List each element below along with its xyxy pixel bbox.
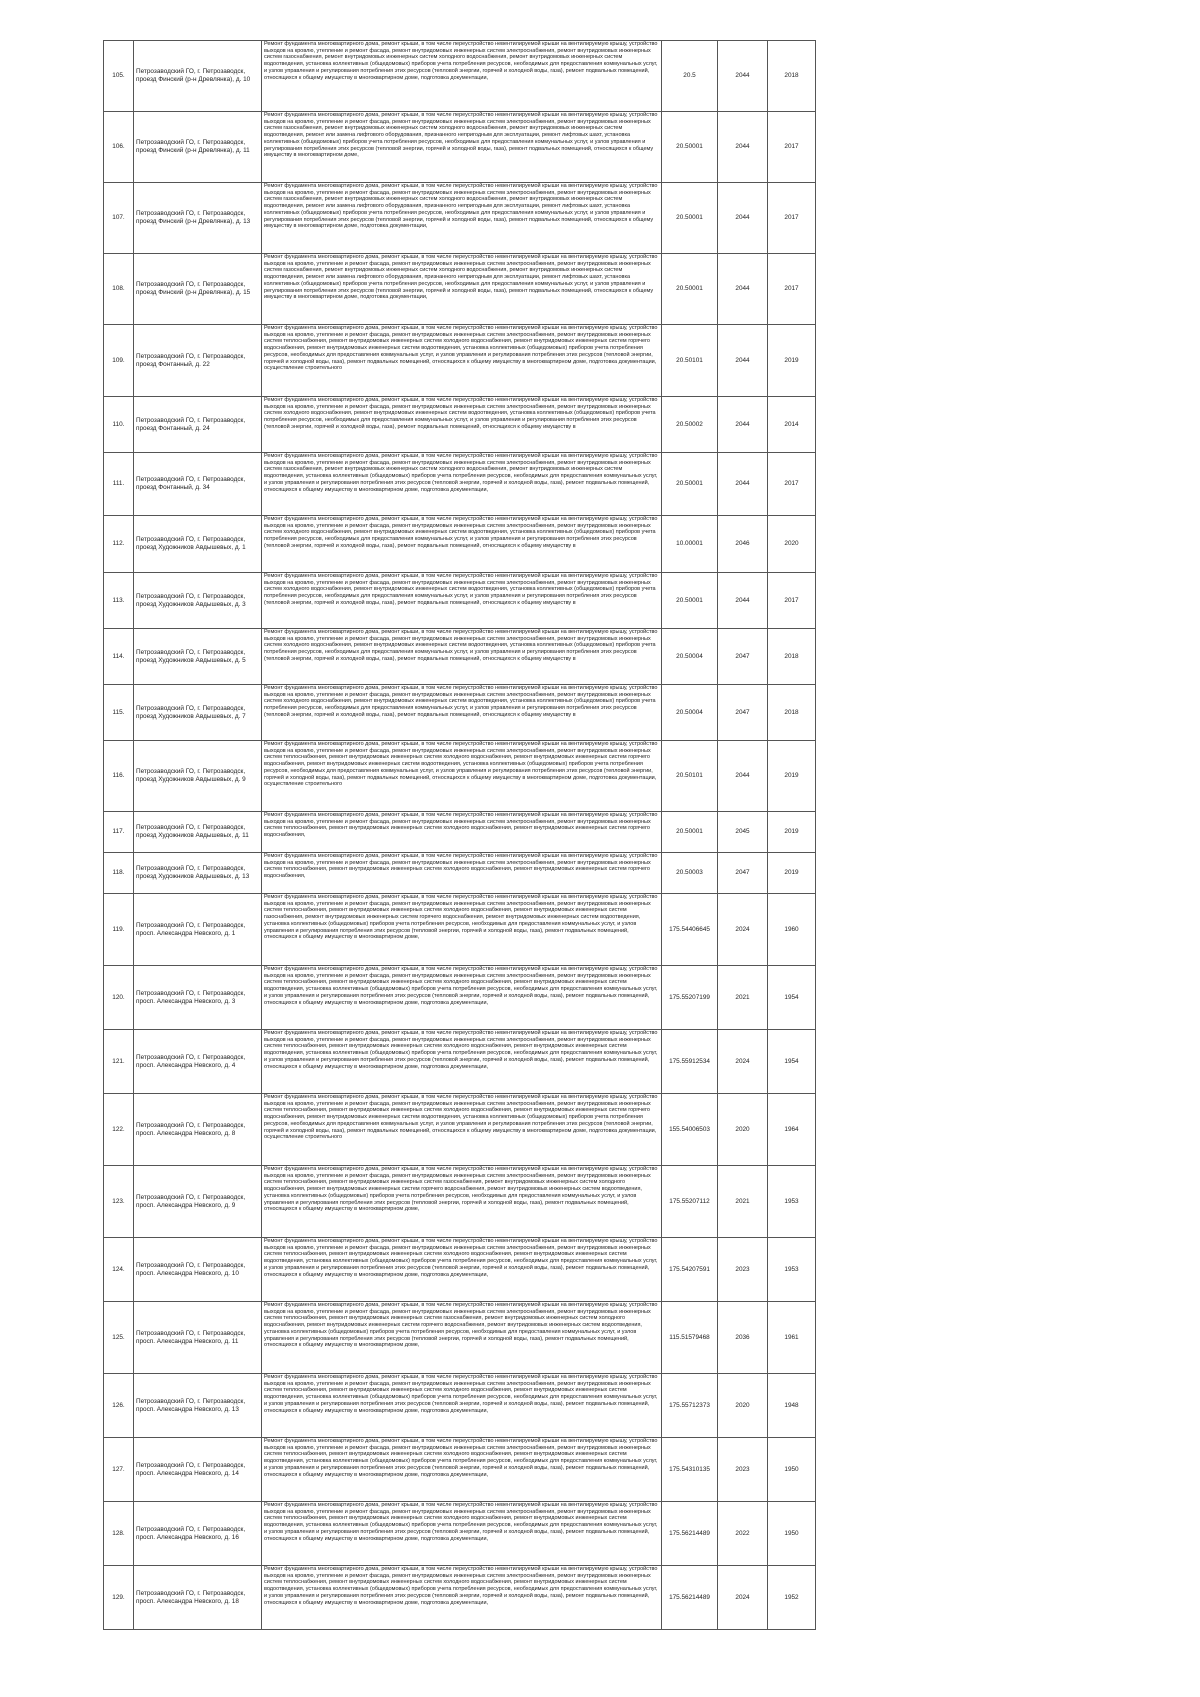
row-year-planned: 2021 [718, 1166, 768, 1238]
row-year-last: 1954 [768, 966, 816, 1030]
table-row [104, 1502, 816, 1566]
row-address: Петрозаводский ГО, г. Петрозаводск, просп. Александра Невского, д. 13 [134, 1374, 262, 1438]
works-text: Ремонт фундамента многоквартирного дома, ремонт крыши, в том числе переустройство невентилируемой крыши на вентилируемую крышу, устройство выходов на кровлю, утепление и ремонт фасада, ремонт внутридомовых инженерных систем электроснабжения, ремонт внутридомовых инженерных систем теплоснабжения, ремонт внутридомовых инженерных систем холодного водоснабжения, ремонт внутридомовых инженерных систем горячего водоснабжения, [264, 853, 658, 880]
row-year-last: 1953 [768, 1238, 816, 1302]
row-number: 129. [104, 1566, 134, 1630]
row-number: 114. [104, 629, 134, 685]
row-value: 175.56214489 [662, 1502, 718, 1566]
row-address: Петрозаводский ГО, г. Петрозаводск, проезд Художников Авдышевых, д. 5 [134, 629, 262, 685]
row-address: Петрозаводский ГО, г. Петрозаводск, проезд Финский (р-н Древлянка), д. 13 [134, 183, 262, 254]
table-row [104, 1374, 816, 1438]
row-value: 20.50002 [662, 397, 718, 453]
row-number: 107. [104, 183, 134, 254]
row-value: 20.50101 [662, 741, 718, 812]
row-address: Петрозаводский ГО, г. Петрозаводск, проезд Финский (р-н Древлянка), д. 15 [134, 254, 262, 325]
works-text: Ремонт фундамента многоквартирного дома, ремонт крыши, в том числе переустройство невентилируемой крыши на вентилируемую крышу, устройство выходов на кровлю, утепление и ремонт фасада, ремонт внутридомовых инженерных систем электроснабжения, ремонт внутридомовых инженерных систем теплоснабжения, ремонт внутридомовых инженерных систем холодного водоснабжения, ремонт внутридомовых инженерных систем газоснабжения, ремонт внутридомовых инженерных систем горячего водоснабжения, ремонт внутридомовых инженерных систем водоотведения, установка коллективных (общедомовых) приборов учета потребления ресурсов, необходимых для предоставления коммунальных услуг, и узлов управления и регулирования потребления этих ресурсов (тепловой энергии, горячей и холодной воды, газа), ремонт подвальных помещений, относящихся к общему имуществу в многоквартирном доме, [264, 894, 658, 941]
row-value: 155.54006503 [662, 1094, 718, 1166]
row-year-last: 2018 [768, 41, 816, 112]
row-year-last: 1961 [768, 1302, 816, 1374]
row-number: 116. [104, 741, 134, 812]
row-address: Петрозаводский ГО, г. Петрозаводск, проезд Фонтанный, д. 34 [134, 453, 262, 516]
row-value: 20.50001 [662, 254, 718, 325]
works-text: Ремонт фундамента многоквартирного дома, ремонт крыши, в том числе переустройство невентилируемой крыши на вентилируемую крышу, устройство выходов на кровлю, утепление и ремонт фасада, ремонт внутридомовых инженерных систем электроснабжения, ремонт внутридомовых инженерных систем теплоснабжения, ремонт внутридомовых инженерных систем холодного водоснабжения, ремонт внутридомовых инженерных систем водоотведения, установка коллективных (общедомовых) приборов учета потребления ресурсов, необходимых для предоставления коммунальных услуг, и узлов управления и регулирования потребления этих ресурсов (тепловой энергии, горячей и холодной воды, газа), ремонт подвальных помещений, относящихся к общему имуществу в многоквартирном доме, подготовка документации, [264, 1438, 658, 1478]
row-year-last: 2017 [768, 112, 816, 183]
row-value: 175.56214489 [662, 1566, 718, 1630]
row-address: Петрозаводский ГО, г. Петрозаводск, проезд Художников Авдышевых, д. 1 [134, 516, 262, 573]
row-year-last: 1964 [768, 1094, 816, 1166]
row-address: Петрозаводский ГО, г. Петрозаводск, проезд Художников Авдышевых, д. 11 [134, 812, 262, 853]
row-year-last: 2014 [768, 397, 816, 453]
row-year-last: 2017 [768, 573, 816, 629]
row-value: 20.50101 [662, 325, 718, 397]
row-year-last: 2017 [768, 183, 816, 254]
row-year-planned: 2044 [718, 325, 768, 397]
row-value: 175.55912534 [662, 1030, 718, 1094]
row-year-last: 1953 [768, 1166, 816, 1238]
works-text: Ремонт фундамента многоквартирного дома, ремонт крыши, в том числе переустройство невентилируемой крыши на вентилируемую крышу, устройство выходов на кровлю, утепление и ремонт фасада, ремонт внутридомовых инженерных систем электроснабжения, ремонт внутридомовых инженерных систем теплоснабжения, ремонт внутридомовых инженерных систем холодного водоснабжения, ремонт внутридомовых инженерных систем водоотведения, установка коллективных (общедомовых) приборов учета потребления ресурсов, необходимых для предоставления коммунальных услуг, и узлов управления и регулирования потребления этих ресурсов (тепловой энергии, горячей и холодной воды, газа), ремонт подвальных помещений, относящихся к общему имуществу в многоквартирном доме, подготовка документации, [264, 966, 658, 1006]
row-year-last: 2019 [768, 741, 816, 812]
row-works [262, 1302, 662, 1374]
row-year-planned: 2020 [718, 1374, 768, 1438]
row-value: 175.54406645 [662, 894, 718, 966]
works-text: Ремонт фундамента многоквартирного дома, ремонт крыши, в том числе переустройство невентилируемой крыши на вентилируемую крышу, устройство выходов на кровлю, утепление и ремонт фасада, ремонт внутридомовых инженерных систем электроснабжения, ремонт внутридомовых инженерных систем теплоснабжения, ремонт внутридомовых инженерных систем холодного водоснабжения, ремонт внутридомовых инженерных систем водоотведения, установка коллективных (общедомовых) приборов учета потребления ресурсов, необходимых для предоставления коммунальных услуг, и узлов управления и регулирования потребления этих ресурсов (тепловой энергии, горячей и холодной воды, газа), ремонт подвальных помещений, относящихся к общему имуществу в многоквартирном доме, подготовка документации, [264, 1030, 658, 1070]
row-works [262, 812, 662, 853]
row-year-planned: 2044 [718, 41, 768, 112]
row-works [262, 1566, 662, 1630]
row-number: 105. [104, 41, 134, 112]
row-address: Петрозаводский ГО, г. Петрозаводск, просп. Александра Невского, д. 18 [134, 1566, 262, 1630]
works-text: Ремонт фундамента многоквартирного дома, ремонт крыши, в том числе переустройство невентилируемой крыши на вентилируемую крышу, устройство выходов на кровлю, утепление и ремонт фасада, ремонт внутридомовых инженерных систем электроснабжения, ремонт внутридомовых инженерных систем холодного водоснабжения, ремонт внутридомовых инженерных систем водоотведения, установка коллективных (общедомовых) приборов учета потребления ресурсов, необходимых для предоставления коммунальных услуг, и узлов управления и регулирования потребления этих ресурсов (тепловой энергии, горячей и холодной воды, газа), ремонт подвальных помещений, относящихся к общему имуществу в [264, 516, 658, 549]
row-year-last: 2019 [768, 812, 816, 853]
table-row [104, 853, 816, 894]
row-year-planned: 2024 [718, 894, 768, 966]
row-year-planned: 2047 [718, 629, 768, 685]
row-works [262, 1238, 662, 1302]
row-value: 175.55712373 [662, 1374, 718, 1438]
row-number: 112. [104, 516, 134, 573]
row-number: 110. [104, 397, 134, 453]
works-text: Ремонт фундамента многоквартирного дома, ремонт крыши, в том числе переустройство невентилируемой крыши на вентилируемую крышу, устройство выходов на кровлю, утепление и ремонт фасада, ремонт внутридомовых инженерных систем электроснабжения, ремонт внутридомовых инженерных систем холодного водоснабжения, ремонт внутридомовых инженерных систем водоотведения, установка коллективных (общедомовых) приборов учета потребления ресурсов, необходимых для предоставления коммунальных услуг, и узлов управления и регулирования потребления этих ресурсов (тепловой энергии, горячей и холодной воды, газа), ремонт подвальных помещений, относящихся к общему имуществу в [264, 397, 658, 430]
row-value: 20.50001 [662, 112, 718, 183]
row-year-planned: 2024 [718, 1030, 768, 1094]
works-text: Ремонт фундамента многоквартирного дома, ремонт крыши, в том числе переустройство невентилируемой крыши на вентилируемую крышу, устройство выходов на кровлю, утепление и ремонт фасада, ремонт внутридомовых инженерных систем электроснабжения, ремонт внутридомовых инженерных систем холодного водоснабжения, ремонт внутридомовых инженерных систем водоотведения, установка коллективных (общедомовых) приборов учета потребления ресурсов, необходимых для предоставления коммунальных услуг, и узлов управления и регулирования потребления этих ресурсов (тепловой энергии, горячей и холодной воды, газа), ремонт подвальных помещений, относящихся к общему имуществу в [264, 685, 658, 718]
row-works [262, 254, 662, 325]
works-text: Ремонт фундамента многоквартирного дома, ремонт крыши, в том числе переустройство невентилируемой крыши на вентилируемую крышу, устройство выходов на кровлю, утепление и ремонт фасада, ремонт внутридомовых инженерных систем электроснабжения, ремонт внутридомовых инженерных систем теплоснабжения, ремонт внутридомовых инженерных систем холодного водоснабжения, ремонт внутридомовых инженерных систем водоотведения, установка коллективных (общедомовых) приборов учета потребления ресурсов, необходимых для предоставления коммунальных услуг, и узлов управления и регулирования потребления этих ресурсов (тепловой энергии, горячей и холодной воды, газа), ремонт подвальных помещений, относящихся к общему имуществу в многоквартирном доме, подготовка документации, [264, 1238, 658, 1278]
row-works [262, 1502, 662, 1566]
row-year-last: 2017 [768, 254, 816, 325]
row-number: 122. [104, 1094, 134, 1166]
works-text: Ремонт фундамента многоквартирного дома, ремонт крыши, в том числе переустройство невентилируемой крыши на вентилируемую крышу, устройство выходов на кровлю, утепление и ремонт фасада, ремонт внутридомовых инженерных систем электроснабжения, ремонт внутридомовых инженерных систем газоснабжения, ремонт внутридомовых инженерных систем холодного водоснабжения, ремонт внутридомовых инженерных систем водоотведения, установка коллективных (общедомовых) приборов учета потребления ресурсов, необходимых для предоставления коммунальных услуг, и узлов управления и регулирования потребления этих ресурсов (тепловой энергии, горячей и холодной воды, газа), ремонт подвальных помещений, относящихся к общему имуществу в многоквартирном доме, подготовка документации, [264, 41, 658, 81]
row-works [262, 453, 662, 516]
row-works [262, 1094, 662, 1166]
row-address: Петрозаводский ГО, г. Петрозаводск, просп. Александра Невского, д. 16 [134, 1502, 262, 1566]
works-text: Ремонт фундамента многоквартирного дома, ремонт крыши, в том числе переустройство невентилируемой крыши на вентилируемую крышу, устройство выходов на кровлю, утепление и ремонт фасада, ремонт внутридомовых инженерных систем электроснабжения, ремонт внутридомовых инженерных систем газоснабжения, ремонт внутридомовых инженерных систем холодного водоснабжения, ремонт внутридомовых инженерных систем водоотведения, установка коллективных (общедомовых) приборов учета потребления ресурсов, необходимых для предоставления коммунальных услуг, и узлов управления и регулирования потребления этих ресурсов (тепловой энергии, горячей и холодной воды, газа), ремонт подвальных помещений, относящихся к общему имуществу в многоквартирном доме, подготовка документации, [264, 453, 658, 493]
row-year-planned: 2044 [718, 453, 768, 516]
table-row [104, 397, 816, 453]
table-body [104, 41, 816, 1630]
table-row [104, 41, 816, 112]
row-number: 123. [104, 1166, 134, 1238]
row-value: 175.54207591 [662, 1238, 718, 1302]
row-address: Петрозаводский ГО, г. Петрозаводск, просп. Александра Невского, д. 8 [134, 1094, 262, 1166]
row-number: 127. [104, 1438, 134, 1502]
row-works [262, 516, 662, 573]
row-value: 20.50004 [662, 685, 718, 741]
row-year-planned: 2044 [718, 254, 768, 325]
table-row [104, 1302, 816, 1374]
row-works [262, 1030, 662, 1094]
works-text: Ремонт фундамента многоквартирного дома, ремонт крыши, в том числе переустройство невентилируемой крыши на вентилируемую крышу, устройство выходов на кровлю, утепление и ремонт фасада, ремонт внутридомовых инженерных систем электроснабжения, ремонт внутридомовых инженерных систем теплоснабжения, ремонт внутридомовых инженерных систем холодного водоснабжения, ремонт внутридомовых инженерных систем горячего водоснабжения, ремонт внутридомовых инженерных систем водоотведения, установка коллективных (общедомовых) приборов учета потребления ресурсов, необходимых для предоставления коммунальных услуг, и узлов управления и регулирования потребления этих ресурсов (тепловой энергии, горячей и холодной воды, газа), ремонт подвальных помещений, относящихся к общему имуществу в многоквартирном доме, подготовка документации, осуществление строительного [264, 325, 658, 372]
works-text: Ремонт фундамента многоквартирного дома, ремонт крыши, в том числе переустройство невентилируемой крыши на вентилируемую крышу, устройство выходов на кровлю, утепление и ремонт фасада, ремонт внутридомовых инженерных систем электроснабжения, ремонт внутридомовых инженерных систем теплоснабжения, ремонт внутридомовых инженерных систем холодного водоснабжения, ремонт внутридомовых инженерных систем водоотведения, установка коллективных (общедомовых) приборов учета потребления ресурсов, необходимых для предоставления коммунальных услуг, и узлов управления и регулирования потребления этих ресурсов (тепловой энергии, горячей и холодной воды, газа), ремонт подвальных помещений, относящихся к общему имуществу в многоквартирном доме, подготовка документации, [264, 1502, 658, 1542]
row-value: 20.50001 [662, 812, 718, 853]
table-row [104, 1238, 816, 1302]
works-text: Ремонт фундамента многоквартирного дома, ремонт крыши, в том числе переустройство невентилируемой крыши на вентилируемую крышу, устройство выходов на кровлю, утепление и ремонт фасада, ремонт внутридомовых инженерных систем электроснабжения, ремонт внутридомовых инженерных систем теплоснабжения, ремонт внутридомовых инженерных систем холодного водоснабжения, ремонт внутридомовых инженерных систем водоотведения, установка коллективных (общедомовых) приборов учета потребления ресурсов, необходимых для предоставления коммунальных услуг, и узлов управления и регулирования потребления этих ресурсов (тепловой энергии, горячей и холодной воды, газа), ремонт подвальных помещений, относящихся к общему имуществу в многоквартирном доме, подготовка документации, [264, 1374, 658, 1414]
row-year-last: 2017 [768, 453, 816, 516]
table-row [104, 1566, 816, 1630]
row-works [262, 966, 662, 1030]
row-number: 121. [104, 1030, 134, 1094]
row-year-planned: 2044 [718, 741, 768, 812]
row-works [262, 397, 662, 453]
table-row [104, 1438, 816, 1502]
row-number: 109. [104, 325, 134, 397]
row-year-last: 2019 [768, 325, 816, 397]
table-row [104, 1094, 816, 1166]
row-number: 117. [104, 812, 134, 853]
row-value: 20.50001 [662, 573, 718, 629]
row-year-planned: 2044 [718, 573, 768, 629]
table-row [104, 685, 816, 741]
row-year-planned: 2023 [718, 1238, 768, 1302]
row-address: Петрозаводский ГО, г. Петрозаводск, проезд Художников Авдышевых, д. 3 [134, 573, 262, 629]
row-year-planned: 2044 [718, 112, 768, 183]
row-value: 20.50001 [662, 183, 718, 254]
row-address: Петрозаводский ГО, г. Петрозаводск, проезд Художников Авдышевых, д. 9 [134, 741, 262, 812]
row-number: 115. [104, 685, 134, 741]
row-works [262, 573, 662, 629]
row-year-planned: 2047 [718, 853, 768, 894]
repair-program-table [103, 40, 816, 1630]
row-value: 20.50003 [662, 853, 718, 894]
row-year-planned: 2044 [718, 183, 768, 254]
table-row [104, 1030, 816, 1094]
works-text: Ремонт фундамента многоквартирного дома, ремонт крыши, в том числе переустройство невентилируемой крыши на вентилируемую крышу, устройство выходов на кровлю, утепление и ремонт фасада, ремонт внутридомовых инженерных систем электроснабжения, ремонт внутридомовых инженерных систем теплоснабжения, ремонт внутридомовых инженерных систем газоснабжения, ремонт внутридомовых инженерных систем холодного водоснабжения, ремонт внутридомовых инженерных систем горячего водоснабжения, ремонт внутридомовых инженерных систем водоотведения, установка коллективных (общедомовых) приборов учета потребления ресурсов, необходимых для предоставления коммунальных услуг, и узлов управления и регулирования потребления этих ресурсов (тепловой энергии, горячей и холодной воды, газа), ремонт подвальных помещений, относящихся к общему имуществу в многоквартирном доме, [264, 1166, 658, 1213]
row-value: 10.00001 [662, 516, 718, 573]
row-works [262, 1374, 662, 1438]
row-address: Петрозаводский ГО, г. Петрозаводск, просп. Александра Невского, д. 11 [134, 1302, 262, 1374]
row-value: 175.55207199 [662, 966, 718, 1030]
works-text: Ремонт фундамента многоквартирного дома, ремонт крыши, в том числе переустройство невентилируемой крыши на вентилируемую крышу, устройство выходов на кровлю, утепление и ремонт фасада, ремонт внутридомовых инженерных систем электроснабжения, ремонт внутридомовых инженерных систем теплоснабжения, ремонт внутридомовых инженерных систем холодного водоснабжения, ремонт внутридомовых инженерных систем горячего водоснабжения, ремонт внутридомовых инженерных систем водоотведения, установка коллективных (общедомовых) приборов учета потребления ресурсов, необходимых для предоставления коммунальных услуг, и узлов управления и регулирования потребления этих ресурсов (тепловой энергии, горячей и холодной воды, газа), ремонт подвальных помещений, относящихся к общему имуществу в многоквартирном доме, подготовка документации, осуществление строительного [264, 1094, 658, 1141]
row-works [262, 629, 662, 685]
row-works [262, 685, 662, 741]
row-year-planned: 2047 [718, 685, 768, 741]
row-works [262, 853, 662, 894]
row-year-planned: 2046 [718, 516, 768, 573]
row-value: 115.51579468 [662, 1302, 718, 1374]
row-year-planned: 2044 [718, 397, 768, 453]
row-works [262, 112, 662, 183]
row-number: 128. [104, 1502, 134, 1566]
row-year-planned: 2045 [718, 812, 768, 853]
row-year-last: 1950 [768, 1438, 816, 1502]
row-works [262, 183, 662, 254]
row-year-last: 2020 [768, 516, 816, 573]
table-row [104, 812, 816, 853]
works-text: Ремонт фундамента многоквартирного дома, ремонт крыши, в том числе переустройство невентилируемой крыши на вентилируемую крышу, устройство выходов на кровлю, утепление и ремонт фасада, ремонт внутридомовых инженерных систем электроснабжения, ремонт внутридомовых инженерных систем газоснабжения, ремонт внутридомовых инженерных систем холодного водоснабжения, ремонт внутридомовых инженерных систем водоотведения, ремонт или замена лифтового оборудования, признанного непригодным для эксплуатации, ремонт лифтовых шахт, установка коллективных (общедомовых) приборов учета потребления ресурсов, необходимых для предоставления коммунальных услуг, и узлов управления и регулирования потребления этих ресурсов (тепловой энергии, горячей и холодной воды, газа), ремонт подвальных помещений, относящихся к общему имуществу в многоквартирном доме, подготовка документации, [264, 254, 658, 301]
row-works [262, 1438, 662, 1502]
works-text: Ремонт фундамента многоквартирного дома, ремонт крыши, в том числе переустройство невентилируемой крыши на вентилируемую крышу, устройство выходов на кровлю, утепление и ремонт фасада, ремонт внутридомовых инженерных систем электроснабжения, ремонт внутридомовых инженерных систем холодного водоснабжения, ремонт внутридомовых инженерных систем водоотведения, установка коллективных (общедомовых) приборов учета потребления ресурсов, необходимых для предоставления коммунальных услуг, и узлов управления и регулирования потребления этих ресурсов (тепловой энергии, горячей и холодной воды, газа), ремонт подвальных помещений, относящихся к общему имуществу в [264, 629, 658, 662]
row-year-planned: 2036 [718, 1302, 768, 1374]
row-number: 126. [104, 1374, 134, 1438]
row-year-last: 1954 [768, 1030, 816, 1094]
table-row [104, 453, 816, 516]
table-row [104, 629, 816, 685]
works-text: Ремонт фундамента многоквартирного дома, ремонт крыши, в том числе переустройство невентилируемой крыши на вентилируемую крышу, устройство выходов на кровлю, утепление и ремонт фасада, ремонт внутридомовых инженерных систем электроснабжения, ремонт внутридомовых инженерных систем газоснабжения, ремонт внутридомовых инженерных систем холодного водоснабжения, ремонт внутридомовых инженерных систем водоотведения, ремонт или замена лифтового оборудования, признанного непригодным для эксплуатации, ремонт лифтовых шахт, установка коллективных (общедомовых) приборов учета потребления ресурсов, необходимых для предоставления коммунальных услуг, и узлов управления и регулирования потребления этих ресурсов (тепловой энергии, горячей и холодной воды, газа), ремонт подвальных помещений, относящихся к общему имуществу в многоквартирном доме, подготовка документации, [264, 183, 658, 230]
row-address: Петрозаводский ГО, г. Петрозаводск, просп. Александра Невского, д. 14 [134, 1438, 262, 1502]
row-year-last: 1952 [768, 1566, 816, 1630]
table-row [104, 894, 816, 966]
table-row [104, 183, 816, 254]
works-text: Ремонт фундамента многоквартирного дома, ремонт крыши, в том числе переустройство невентилируемой крыши на вентилируемую крышу, устройство выходов на кровлю, утепление и ремонт фасада, ремонт внутридомовых инженерных систем электроснабжения, ремонт внутридомовых инженерных систем теплоснабжения, ремонт внутридомовых инженерных систем холодного водоснабжения, ремонт внутридомовых инженерных систем горячего водоснабжения, ремонт внутридомовых инженерных систем водоотведения, установка коллективных (общедомовых) приборов учета потребления ресурсов, необходимых для предоставления коммунальных услуг, и узлов управления и регулирования потребления этих ресурсов (тепловой энергии, горячей и холодной воды, газа), ремонт подвальных помещений, относящихся к общему имуществу в многоквартирном доме, подготовка документации, осуществление строительного [264, 741, 658, 788]
row-value: 20.50004 [662, 629, 718, 685]
row-works [262, 894, 662, 966]
row-works [262, 41, 662, 112]
row-value: 20.5 [662, 41, 718, 112]
table-row [104, 741, 816, 812]
table-row [104, 112, 816, 183]
row-address: Петрозаводский ГО, г. Петрозаводск, проезд Фонтанный, д. 22 [134, 325, 262, 397]
row-address: Петрозаводский ГО, г. Петрозаводск, просп. Александра Невского, д. 1 [134, 894, 262, 966]
works-text: Ремонт фундамента многоквартирного дома, ремонт крыши, в том числе переустройство невентилируемой крыши на вентилируемую крышу, устройство выходов на кровлю, утепление и ремонт фасада, ремонт внутридомовых инженерных систем электроснабжения, ремонт внутридомовых инженерных систем теплоснабжения, ремонт внутридомовых инженерных систем холодного водоснабжения, ремонт внутридомовых инженерных систем водоотведения, установка коллективных (общедомовых) приборов учета потребления ресурсов, необходимых для предоставления коммунальных услуг, и узлов управления и регулирования потребления этих ресурсов (тепловой энергии, горячей и холодной воды, газа), ремонт подвальных помещений, относящихся к общему имуществу в многоквартирном доме, подготовка документации, [264, 1566, 658, 1606]
row-number: 125. [104, 1302, 134, 1374]
row-year-last: 2018 [768, 685, 816, 741]
row-year-last: 1948 [768, 1374, 816, 1438]
table-row [104, 1166, 816, 1238]
row-value: 175.54310135 [662, 1438, 718, 1502]
row-year-planned: 2020 [718, 1094, 768, 1166]
row-number: 108. [104, 254, 134, 325]
row-address: Петрозаводский ГО, г. Петрозаводск, просп. Александра Невского, д. 9 [134, 1166, 262, 1238]
row-year-last: 1950 [768, 1502, 816, 1566]
table-row [104, 966, 816, 1030]
works-text: Ремонт фундамента многоквартирного дома, ремонт крыши, в том числе переустройство невентилируемой крыши на вентилируемую крышу, устройство выходов на кровлю, утепление и ремонт фасада, ремонт внутридомовых инженерных систем электроснабжения, ремонт внутридомовых инженерных систем теплоснабжения, ремонт внутридомовых инженерных систем холодного водоснабжения, ремонт внутридомовых инженерных систем горячего водоснабжения, [264, 812, 658, 839]
row-year-planned: 2021 [718, 966, 768, 1030]
row-year-planned: 2024 [718, 1566, 768, 1630]
row-address: Петрозаводский ГО, г. Петрозаводск, проезд Художников Авдышевых, д. 13 [134, 853, 262, 894]
row-works [262, 741, 662, 812]
row-address: Петрозаводский ГО, г. Петрозаводск, просп. Александра Невского, д. 10 [134, 1238, 262, 1302]
table-row [104, 325, 816, 397]
row-number: 118. [104, 853, 134, 894]
row-address: Петрозаводский ГО, г. Петрозаводск, проезд Фонтанный, д. 24 [134, 397, 262, 453]
row-number: 124. [104, 1238, 134, 1302]
works-text: Ремонт фундамента многоквартирного дома, ремонт крыши, в том числе переустройство невентилируемой крыши на вентилируемую крышу, устройство выходов на кровлю, утепление и ремонт фасада, ремонт внутридомовых инженерных систем электроснабжения, ремонт внутридомовых инженерных систем теплоснабжения, ремонт внутридомовых инженерных систем газоснабжения, ремонт внутридомовых инженерных систем холодного водоснабжения, ремонт внутридомовых инженерных систем горячего водоснабжения, ремонт внутридомовых инженерных систем водоотведения, установка коллективных (общедомовых) приборов учета потребления ресурсов, необходимых для предоставления коммунальных услуг, и узлов управления и регулирования потребления этих ресурсов (тепловой энергии, горячей и холодной воды, газа), ремонт подвальных помещений, относящихся к общему имуществу в многоквартирном доме, [264, 1302, 658, 1349]
table-row [104, 516, 816, 573]
row-address: Петрозаводский ГО, г. Петрозаводск, проезд Художников Авдышевых, д. 7 [134, 685, 262, 741]
row-value: 175.55207112 [662, 1166, 718, 1238]
row-works [262, 325, 662, 397]
row-address: Петрозаводский ГО, г. Петрозаводск, проезд Финский (р-н Древлянка), д. 10 [134, 41, 262, 112]
works-text: Ремонт фундамента многоквартирного дома, ремонт крыши, в том числе переустройство невентилируемой крыши на вентилируемую крышу, устройство выходов на кровлю, утепление и ремонт фасада, ремонт внутридомовых инженерных систем электроснабжения, ремонт внутридомовых инженерных систем холодного водоснабжения, ремонт внутридомовых инженерных систем водоотведения, установка коллективных (общедомовых) приборов учета потребления ресурсов, необходимых для предоставления коммунальных услуг, и узлов управления и регулирования потребления этих ресурсов (тепловой энергии, горячей и холодной воды, газа), ремонт подвальных помещений, относящихся к общему имуществу в [264, 573, 658, 606]
row-number: 111. [104, 453, 134, 516]
row-address: Петрозаводский ГО, г. Петрозаводск, просп. Александра Невского, д. 3 [134, 966, 262, 1030]
row-number: 120. [104, 966, 134, 1030]
row-value: 20.50001 [662, 453, 718, 516]
table-row [104, 573, 816, 629]
row-year-last: 1960 [768, 894, 816, 966]
row-number: 113. [104, 573, 134, 629]
row-year-planned: 2023 [718, 1438, 768, 1502]
row-address: Петрозаводский ГО, г. Петрозаводск, просп. Александра Невского, д. 4 [134, 1030, 262, 1094]
row-year-last: 2019 [768, 853, 816, 894]
row-year-last: 2018 [768, 629, 816, 685]
row-year-planned: 2022 [718, 1502, 768, 1566]
table-row [104, 254, 816, 325]
works-text: Ремонт фундамента многоквартирного дома, ремонт крыши, в том числе переустройство невентилируемой крыши на вентилируемую крышу, устройство выходов на кровлю, утепление и ремонт фасада, ремонт внутридомовых инженерных систем электроснабжения, ремонт внутридомовых инженерных систем газоснабжения, ремонт внутридомовых инженерных систем холодного водоснабжения, ремонт внутридомовых инженерных систем водоотведения, ремонт или замена лифтового оборудования, признанного непригодным для эксплуатации, ремонт лифтовых шахт, установка коллективных (общедомовых) приборов учета потребления ресурсов, необходимых для предоставления коммунальных услуг, и узлов управления и регулирования потребления этих ресурсов (тепловой энергии, горячей и холодной воды, газа), ремонт подвальных помещений, относящихся к общему имуществу в многоквартирном доме, [264, 112, 658, 159]
row-address: Петрозаводский ГО, г. Петрозаводск, проезд Финский (р-н Древлянка), д. 11 [134, 112, 262, 183]
row-number: 106. [104, 112, 134, 183]
row-number: 119. [104, 894, 134, 966]
row-works [262, 1166, 662, 1238]
